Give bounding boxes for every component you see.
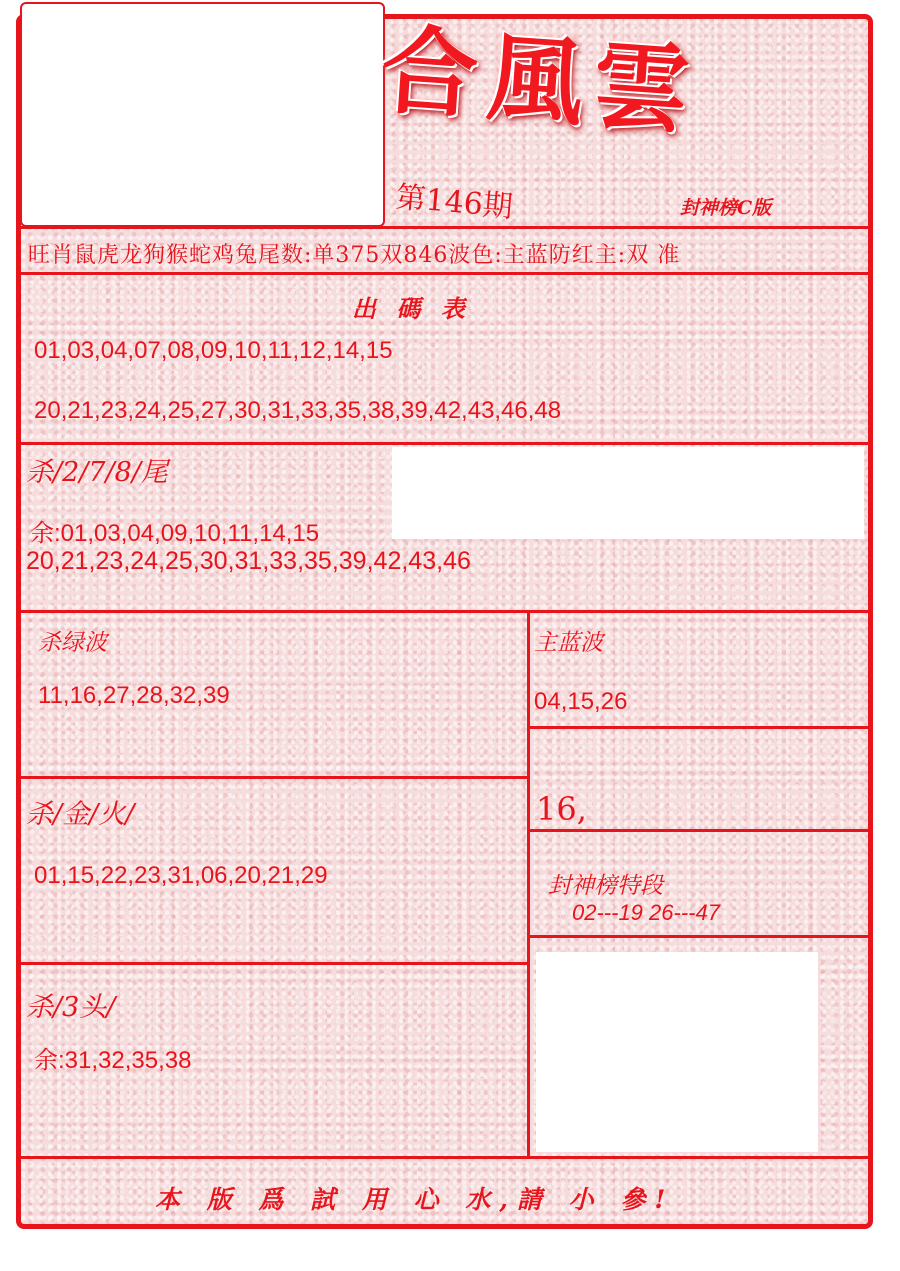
column-divider — [527, 612, 530, 1158]
info-line: 旺肖鼠虎龙狗猴蛇鸡兔尾数:单375双846波色:主蓝防红主:双 准 — [28, 243, 681, 268]
footer-note: 本 版 爲 試 用 心 水,請 小 參! — [155, 1185, 675, 1214]
divider — [528, 935, 868, 938]
divider — [18, 610, 870, 613]
divider — [18, 272, 870, 275]
main-blue-label: 主蓝波 — [534, 630, 603, 656]
kill-tail-label: 杀/2/7/8/尾 — [26, 457, 168, 488]
masthead-title: 合風雲 — [377, 13, 703, 148]
issue-number: 第146期 — [394, 179, 515, 226]
divider — [18, 226, 870, 229]
code-table-row-2: 20,21,23,24,25,27,30,31,33,35,38,39,42,43,46,48 — [34, 397, 562, 424]
blank-patch-top-left — [20, 2, 385, 227]
kill-head-label: 杀/3头/ — [26, 992, 116, 1023]
kill-tail-row-2: 20,21,23,24,25,30,31,33,35,39,42,43,46 — [26, 547, 471, 575]
divider — [528, 726, 868, 729]
segment-ranges: 02---19 26---47 — [572, 900, 720, 925]
blank-patch-middle — [392, 447, 864, 539]
blank-patch-bottom-right — [536, 952, 818, 1152]
kill-head-numbers: 余:31,32,35,38 — [34, 1047, 192, 1074]
divider — [18, 776, 530, 779]
divider — [18, 442, 870, 445]
code-table-heading: 出 碼 表 — [352, 294, 471, 323]
divider — [18, 1156, 870, 1159]
kill-element-label: 杀/金/火/ — [26, 799, 135, 830]
code-table-row-1: 01,03,04,07,08,09,10,11,12,14,15 — [34, 337, 393, 364]
kill-element-numbers: 01,15,22,23,31,06,20,21,29 — [34, 862, 328, 889]
kill-green-label: 杀绿波 — [38, 630, 107, 656]
kill-tail-row-1: 余:01,03,04,09,10,11,14,15 — [30, 520, 320, 547]
special-number: 16, — [536, 790, 587, 828]
main-blue-numbers: 04,15,26 — [534, 688, 628, 715]
divider — [18, 962, 530, 965]
segment-label: 封神榜特段 — [548, 873, 663, 899]
divider — [528, 829, 868, 832]
edition-label: 封神榜C版 — [680, 197, 772, 219]
kill-green-numbers: 11,16,27,28,32,39 — [38, 682, 230, 709]
